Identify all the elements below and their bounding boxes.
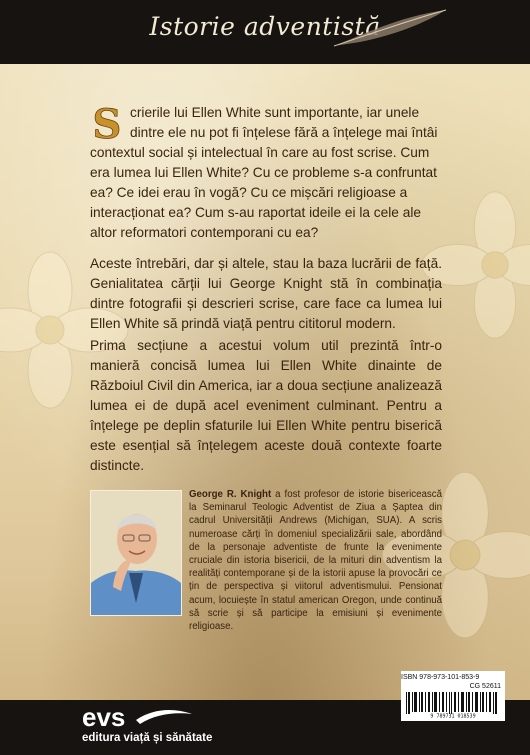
svg-text:S: S xyxy=(92,105,122,143)
svg-text:9 789731 018539: 9 789731 018539 xyxy=(430,713,476,718)
intro-text: crierile lui Ellen White sunt importante, iar unele dintre ele nu pot fi înțelese fără a înțelege mai întâi contextul social și intelectual în care au fost scrise. Cum era lumea lui Ellen White? Cu ce probleme s-a confruntat ea? Ce idei erau în vogă? Cu ce mișcări religioase a interacționat ea? Cum s-au raportat ideile ei la cele ale altor reformatori contemporani cu ea? xyxy=(90,105,438,240)
second-paragraph: Aceste întrebări, dar și altele, stau la baza lucrării de față. Genialitatea cărții lui George Knight stă în combinația dintre fotografii și descrieri scrise, care face ca lumea lui Ellen White să prindă viață pentru cititorul modern. xyxy=(90,256,442,331)
intro-paragraph xyxy=(90,103,442,243)
author-name: George R. Knight xyxy=(189,489,272,500)
isbn-info xyxy=(401,673,505,691)
series-title: Istorie adventistă xyxy=(149,12,381,41)
product-code: CG 52611 xyxy=(469,683,501,690)
isbn-text: ISBN 978-973-101-853-9 xyxy=(401,674,480,681)
quill-icon xyxy=(330,6,450,50)
drop-cap xyxy=(90,105,124,143)
barcode xyxy=(404,692,502,718)
publisher-logo: evs xyxy=(82,702,126,732)
publisher-tagline: editura viață și sănătate xyxy=(82,732,213,744)
author-bio xyxy=(189,488,442,633)
third-paragraph: Prima secțiune a acestui volum util prezintă într-o manieră concisă lumea lui Ellen White dinainte de Războiul Civil din America, iar a doua secțiune analizează lumea ei de după acel eveniment culminant. Pentru a înțelege pe deplin sfaturile lui Ellen White pentru biserică este esențial să înțelegem aceste două contexte foarte distincte. xyxy=(90,338,442,473)
swoosh-icon xyxy=(134,706,194,728)
author-photo xyxy=(90,490,182,616)
author-bio-text: a fost profesor de istorie bisericească la Seminarul Teologic Adventist de Ziua a Șaptea din cadrul Universității Andrews (Michigan, SUA). A scris numeroase cărți în domeniul specializării sale, abordând de la personaje adventiste de frunte la evenimente cruciale din istoria bisericii, de la mituri din adventism la realități contemporane și de la istorii apuse la provocări ce țin de perspectiva și viitorul adventismului. Pensionat acum, locuiește în statul american Oregon, unde continuă să scrie și să participe la emisiuni și evenimente religioase. xyxy=(189,489,442,633)
